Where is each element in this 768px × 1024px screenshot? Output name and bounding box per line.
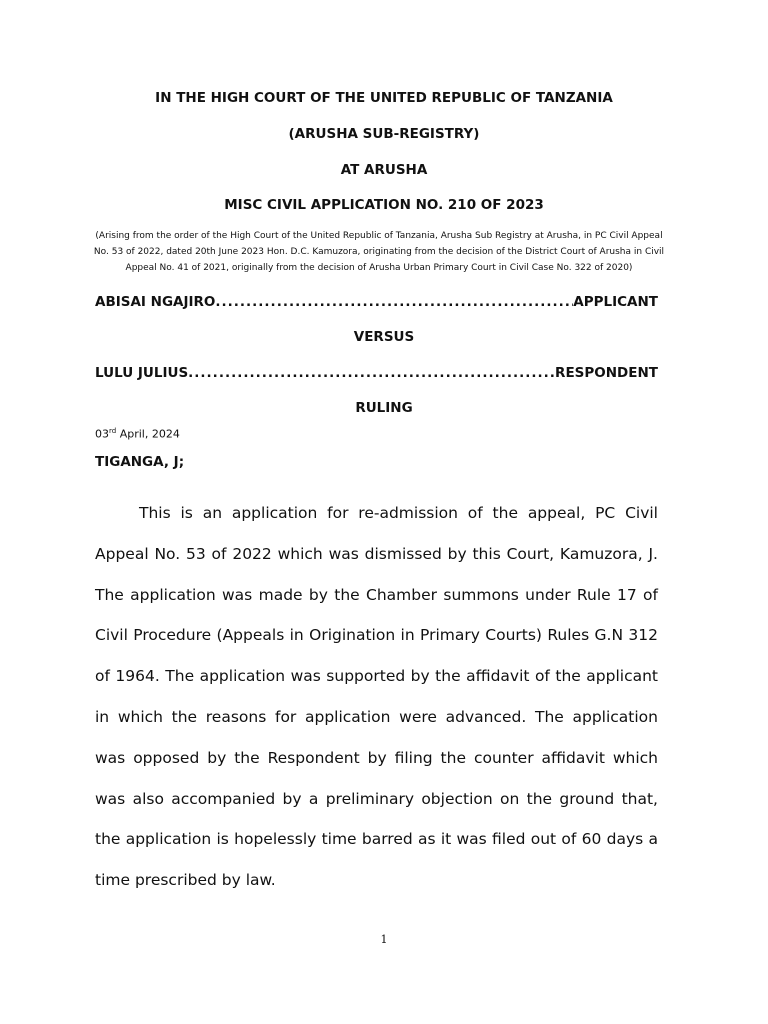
arising-line-3: Appeal No. 41 of 2021, originally from the decision of Arusha Urban Primary Court in Civil Case No. 322 of 2020) xyxy=(125,263,633,273)
court-heading: IN THE HIGH COURT OF THE UNITED REPUBLIC OF TANZANIA xyxy=(155,90,613,106)
leader-dots xyxy=(215,294,573,310)
respondent-line xyxy=(95,365,658,381)
arising-line-2: No. 53 of 2022, dated 20th June 2023 Hon. D.C. Kamuzora, originating from the decision of the District Court of Arusha in Civil xyxy=(93,247,665,257)
ruling-date xyxy=(95,427,180,441)
respondent-name: LULU JULIUS xyxy=(95,365,189,381)
date-suffix: rd xyxy=(109,427,117,435)
judge-name: TIGANGA, J; xyxy=(95,454,185,470)
date-day: 03 xyxy=(95,427,109,441)
date-rest: April, 2024 xyxy=(116,427,180,441)
page-number: 1 xyxy=(380,933,388,946)
case-title: MISC CIVIL APPLICATION NO. 210 OF 2023 xyxy=(224,197,544,213)
versus-label: VERSUS xyxy=(353,329,415,345)
applicant-line xyxy=(95,294,658,310)
respondent-role: RESPONDENT xyxy=(555,365,658,381)
ruling-heading: RULING xyxy=(355,400,413,416)
place-heading: AT ARUSHA xyxy=(340,162,428,178)
leader-dots xyxy=(188,365,555,381)
registry-heading: (ARUSHA SUB-REGISTRY) xyxy=(288,126,480,142)
applicant-name: ABISAI NGAJIRO xyxy=(95,294,216,310)
arising-line-1: (Arising from the order of the High Court of the United Republic of Tanzania, Arusha Sub Registry at Arusha, in PC Civil Appeal xyxy=(95,231,663,241)
applicant-role: APPLICANT xyxy=(573,294,658,310)
ruling-paragraph: This is an application for re-admission of the appeal, PC Civil Appeal No. 53 of 2022 which was dismissed by this Court, Kamuzora, J. The application was made by the Chamber summons under Rule 17 of Civil Procedure (Appeals in Origination in Primary Courts) Rules G.N 312 of 1964. The application was supported by the affidavit of the applicant in which the reasons for application were advanced. The application was opposed by the Respondent by filing the counter affidavit which was also accompanied by a preliminary objection on the ground that, the application is hopelessly time barred as it was filed out of 60 days a time prescribed by law. xyxy=(95,504,658,890)
